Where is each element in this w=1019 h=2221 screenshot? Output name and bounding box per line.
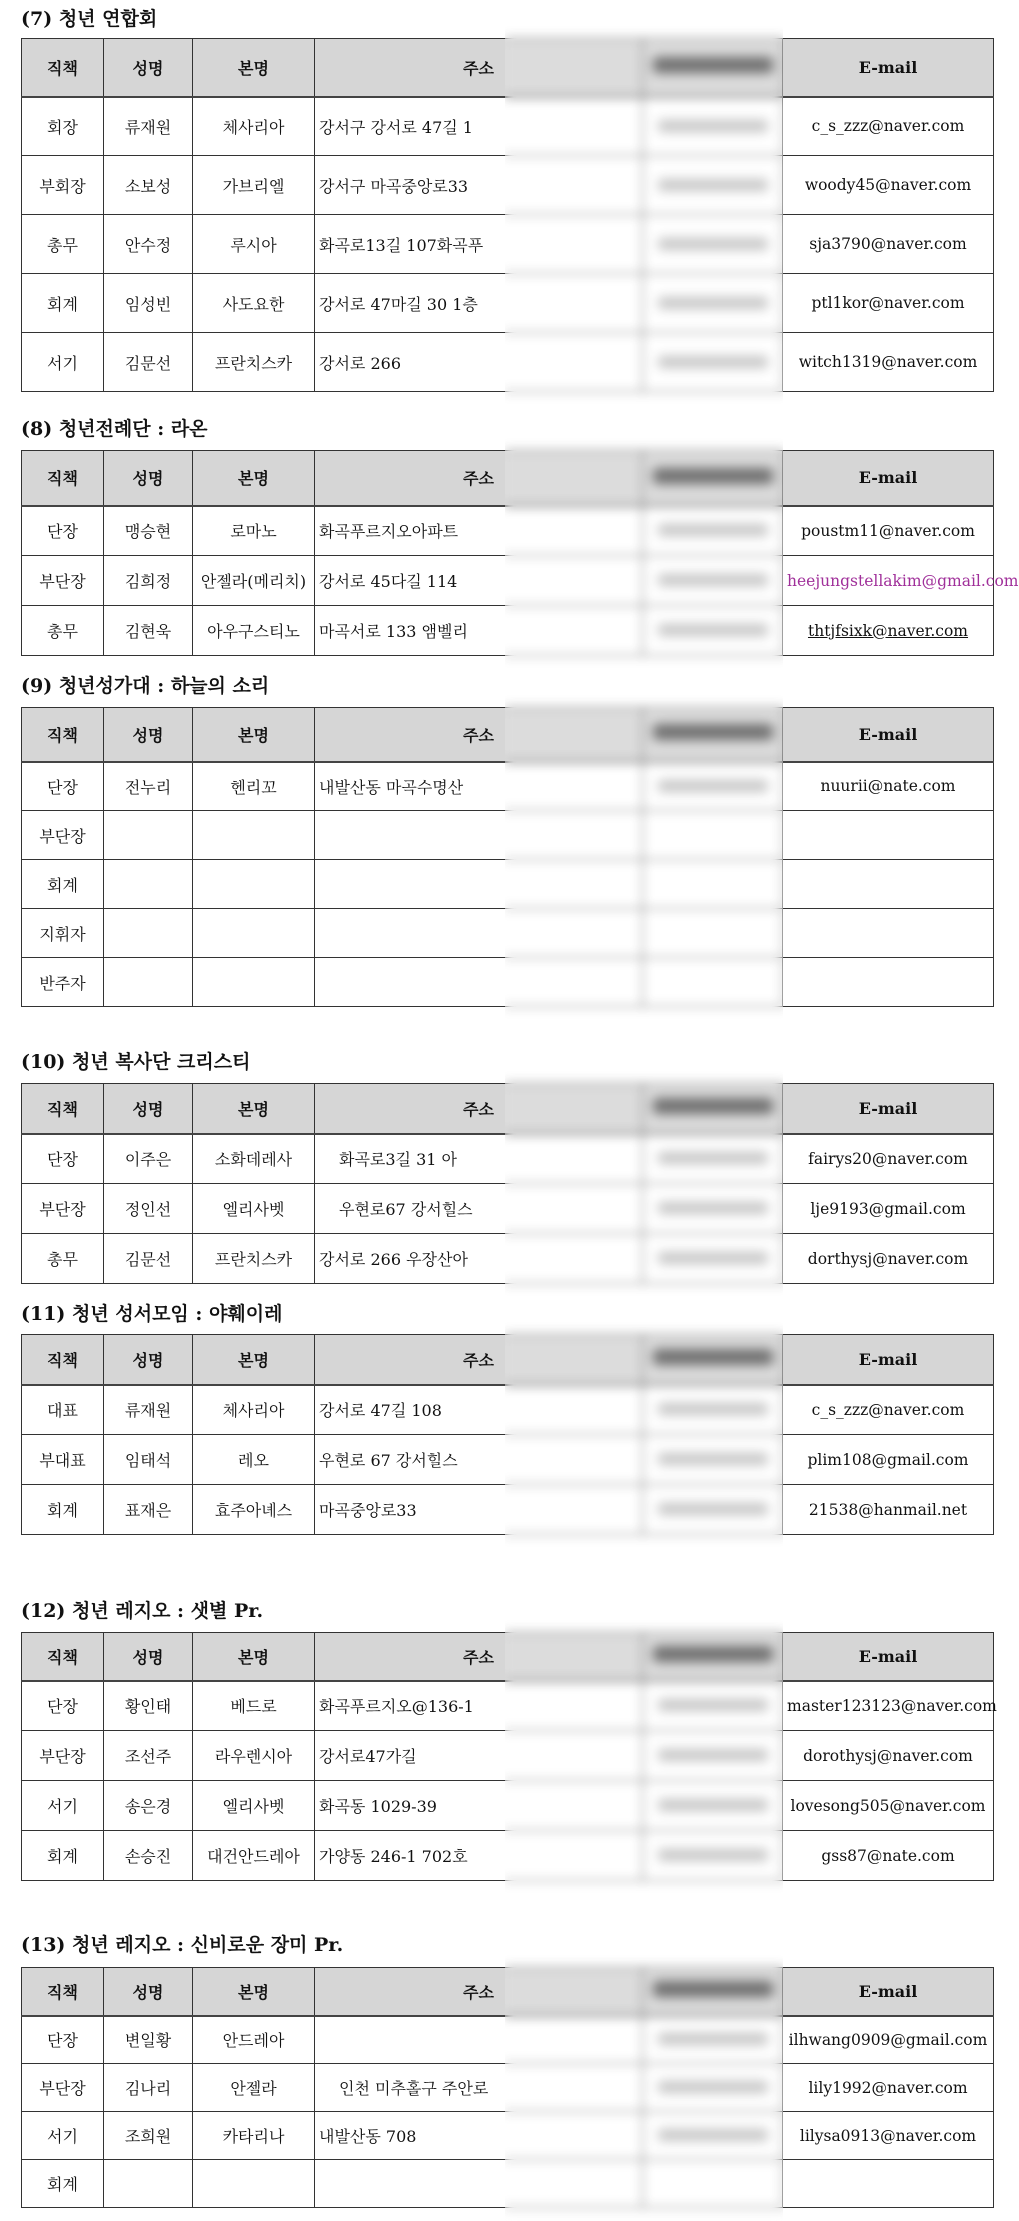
table-row xyxy=(22,1234,994,1284)
redacted-phone xyxy=(658,780,768,792)
address-cell: 강서구 마곡중앙로33 xyxy=(315,156,643,215)
address-cell: 강서로 47길 108 xyxy=(315,1385,643,1435)
redacted-phone xyxy=(658,179,768,191)
table-row xyxy=(22,2160,994,2208)
role-cell: 서기 xyxy=(22,1781,104,1831)
table-header-row xyxy=(22,1335,994,1385)
header-email: E-mail xyxy=(783,1968,994,2016)
address-cell: 가양동 246-1 702호 xyxy=(315,1831,643,1881)
table-header-row xyxy=(22,39,994,97)
redacted-phone xyxy=(658,1503,768,1515)
address-cell: 강서구 강서로 47길 1 xyxy=(315,97,643,156)
table-row xyxy=(22,1781,994,1831)
redacted-phone xyxy=(658,1252,768,1264)
baptismal-name-cell: 라우렌시아 xyxy=(193,1731,315,1781)
phone-cell-redacted xyxy=(643,215,783,274)
name-cell: 표재은 xyxy=(104,1485,193,1535)
role-cell: 총무 xyxy=(22,215,104,274)
baptismal-name-cell xyxy=(193,860,315,909)
table-row xyxy=(22,156,994,215)
phone-cell-redacted xyxy=(643,97,783,156)
name-cell: 전누리 xyxy=(104,762,193,811)
header-role: 직책 xyxy=(22,451,104,506)
header-baptismal: 본명 xyxy=(193,1968,315,2016)
header-baptismal: 본명 xyxy=(193,39,315,97)
header-phone-redacted xyxy=(643,1633,783,1681)
baptismal-name-cell: 아우구스티노 xyxy=(193,606,315,656)
redacted-phone-header xyxy=(653,1098,773,1114)
header-address: 주소 xyxy=(315,1968,643,2016)
email-cell[interactable]: heejungstellakim@gmail.com xyxy=(783,556,994,606)
name-cell: 김문선 xyxy=(104,1234,193,1284)
baptismal-name-cell: 체사리아 xyxy=(193,97,315,156)
redacted-phone-header xyxy=(653,57,773,73)
address-cell: 인천 미추홀구 주안로 xyxy=(315,2064,643,2112)
role-cell: 단장 xyxy=(22,1134,104,1184)
name-cell: 김희정 xyxy=(104,556,193,606)
address-cell: 화곡로3길 31 아 xyxy=(315,1134,643,1184)
name-cell: 안수정 xyxy=(104,215,193,274)
member-table xyxy=(21,1334,994,1535)
role-cell: 부단장 xyxy=(22,2064,104,2112)
baptismal-name-cell: 안젤라(메리치) xyxy=(193,556,315,606)
role-cell: 회계 xyxy=(22,1485,104,1535)
redacted-phone xyxy=(658,1749,768,1761)
phone-cell-redacted xyxy=(643,1234,783,1284)
header-role: 직책 xyxy=(22,1084,104,1134)
address-cell: 내발산동 마곡수명산 xyxy=(315,762,643,811)
address-cell: 내발산동 708 xyxy=(315,2112,643,2160)
table-row xyxy=(22,606,994,656)
phone-cell-redacted xyxy=(643,2016,783,2064)
email-cell[interactable]: lje9193@gmail.com xyxy=(783,1184,994,1234)
name-cell: 송은경 xyxy=(104,1781,193,1831)
role-cell: 대표 xyxy=(22,1385,104,1435)
redacted-phone-header xyxy=(653,1981,773,1997)
role-cell: 회계 xyxy=(22,1831,104,1881)
baptismal-name-cell: 카타리나 xyxy=(193,2112,315,2160)
baptismal-name-cell: 안젤라 xyxy=(193,2064,315,2112)
name-cell: 조선주 xyxy=(104,1731,193,1781)
section-title: (13) 청년 레지오 : 신비로운 장미 Pr. xyxy=(21,1934,344,1956)
email-cell[interactable]: thtjfsixk@naver.com xyxy=(783,606,994,656)
baptismal-name-cell xyxy=(193,811,315,860)
phone-cell-redacted xyxy=(643,556,783,606)
address-cell xyxy=(315,958,643,1007)
header-role: 직책 xyxy=(22,39,104,97)
address-cell: 화곡동 1029-39 xyxy=(315,1781,643,1831)
name-cell: 김나리 xyxy=(104,2064,193,2112)
phone-cell-redacted xyxy=(643,762,783,811)
header-phone-redacted xyxy=(643,708,783,762)
header-address: 주소 xyxy=(315,39,643,97)
name-cell xyxy=(104,909,193,958)
email-cell[interactable]: witch1319@naver.com xyxy=(783,333,994,392)
baptismal-name-cell: 헨리꼬 xyxy=(193,762,315,811)
redacted-phone xyxy=(658,624,768,636)
baptismal-name-cell xyxy=(193,909,315,958)
redacted-phone xyxy=(658,2129,768,2141)
name-cell: 임태석 xyxy=(104,1435,193,1485)
role-cell: 서기 xyxy=(22,2112,104,2160)
baptismal-name-cell: 프란치스카 xyxy=(193,1234,315,1284)
member-table xyxy=(21,450,1019,656)
role-cell: 부단장 xyxy=(22,811,104,860)
table-row xyxy=(22,1731,994,1781)
redacted-phone-header xyxy=(653,724,773,740)
address-cell xyxy=(315,909,643,958)
baptismal-name-cell: 대건안드레아 xyxy=(193,1831,315,1881)
phone-cell-redacted xyxy=(643,1681,783,1731)
email-cell[interactable]: dorothysj@naver.com xyxy=(783,1731,994,1781)
address-cell: 강서로 266 xyxy=(315,333,643,392)
section-title: (11) 청년 성서모임 : 야훼이레 xyxy=(21,1303,283,1325)
address-cell: 우현로 67 강서힐스 xyxy=(315,1435,643,1485)
member-table xyxy=(21,1083,994,1284)
phone-cell-redacted xyxy=(643,1385,783,1435)
redacted-phone-header xyxy=(653,1349,773,1365)
header-name: 성명 xyxy=(104,1084,193,1134)
baptismal-name-cell xyxy=(193,958,315,1007)
baptismal-name-cell: 루시아 xyxy=(193,215,315,274)
header-phone-redacted xyxy=(643,451,783,506)
name-cell: 소보성 xyxy=(104,156,193,215)
redacted-phone xyxy=(658,2081,768,2093)
redacted-phone xyxy=(658,1152,768,1164)
baptismal-name-cell: 베드로 xyxy=(193,1681,315,1731)
email-cell[interactable]: lily1992@naver.com xyxy=(783,2064,994,2112)
header-name: 성명 xyxy=(104,39,193,97)
role-cell: 회계 xyxy=(22,2160,104,2208)
table-row xyxy=(22,333,994,392)
header-address: 주소 xyxy=(315,1633,643,1681)
phone-cell-redacted xyxy=(643,506,783,556)
name-cell: 류재원 xyxy=(104,1385,193,1435)
email-cell[interactable]: lilysa0913@naver.com xyxy=(783,2112,994,2160)
phone-cell-redacted xyxy=(643,1485,783,1535)
phone-cell-redacted xyxy=(643,156,783,215)
address-cell xyxy=(315,811,643,860)
name-cell: 변일황 xyxy=(104,2016,193,2064)
redacted-phone xyxy=(658,1453,768,1465)
table-row xyxy=(22,2016,994,2064)
header-name: 성명 xyxy=(104,1968,193,2016)
phone-cell-redacted xyxy=(643,606,783,656)
baptismal-name-cell: 가브리엘 xyxy=(193,156,315,215)
table-row xyxy=(22,1681,994,1731)
redacted-phone xyxy=(658,1799,768,1811)
baptismal-name-cell: 사도요한 xyxy=(193,274,315,333)
baptismal-name-cell: 효주아녜스 xyxy=(193,1485,315,1535)
redacted-phone xyxy=(658,1849,768,1861)
header-email: E-mail xyxy=(783,451,994,506)
phone-cell-redacted xyxy=(643,1781,783,1831)
redacted-phone xyxy=(658,1202,768,1214)
header-email: E-mail xyxy=(783,39,994,97)
email-cell[interactable]: c_s_zzz@naver.com xyxy=(783,1385,994,1435)
header-phone-redacted xyxy=(643,39,783,97)
table-row xyxy=(22,860,994,909)
member-table xyxy=(21,38,994,392)
header-email: E-mail xyxy=(783,708,994,762)
role-cell: 부단장 xyxy=(22,1184,104,1234)
table-header-row xyxy=(22,451,994,506)
address-cell xyxy=(315,860,643,909)
address-cell: 강서로 47마길 30 1층 xyxy=(315,274,643,333)
email-cell xyxy=(783,811,994,860)
table-row xyxy=(22,2064,994,2112)
redacted-phone xyxy=(658,2033,768,2045)
phone-cell-redacted xyxy=(643,2160,783,2208)
phone-cell-redacted xyxy=(643,909,783,958)
name-cell: 맹승현 xyxy=(104,506,193,556)
role-cell: 부대표 xyxy=(22,1435,104,1485)
address-cell xyxy=(315,2016,643,2064)
header-baptismal: 본명 xyxy=(193,1335,315,1385)
role-cell: 부단장 xyxy=(22,556,104,606)
header-baptismal: 본명 xyxy=(193,1084,315,1134)
email-cell[interactable]: ptl1kor@naver.com xyxy=(783,274,994,333)
redacted-phone-header xyxy=(653,1646,773,1662)
table-row xyxy=(22,97,994,156)
baptismal-name-cell xyxy=(193,2160,315,2208)
role-cell: 지휘자 xyxy=(22,909,104,958)
phone-cell-redacted xyxy=(643,274,783,333)
header-address: 주소 xyxy=(315,1335,643,1385)
table-row xyxy=(22,1184,994,1234)
section-title: (10) 청년 복사단 크리스티 xyxy=(21,1051,251,1073)
email-cell xyxy=(783,909,994,958)
email-cell[interactable]: sja3790@naver.com xyxy=(783,215,994,274)
name-cell xyxy=(104,958,193,1007)
redacted-phone xyxy=(658,574,768,586)
name-cell: 김현욱 xyxy=(104,606,193,656)
table-row xyxy=(22,1385,994,1435)
email-cell[interactable]: 21538@hanmail.net xyxy=(783,1485,994,1535)
email-cell[interactable]: poustm11@naver.com xyxy=(783,506,994,556)
table-row xyxy=(22,556,994,606)
role-cell: 반주자 xyxy=(22,958,104,1007)
table-row xyxy=(22,215,994,274)
redacted-phone xyxy=(658,1403,768,1415)
name-cell: 류재원 xyxy=(104,97,193,156)
phone-cell-redacted xyxy=(643,1831,783,1881)
baptismal-name-cell: 체사리아 xyxy=(193,1385,315,1435)
header-name: 성명 xyxy=(104,1633,193,1681)
table-row xyxy=(22,762,994,811)
email-cell xyxy=(783,2160,994,2208)
phone-cell-redacted xyxy=(643,958,783,1007)
name-cell: 이주은 xyxy=(104,1134,193,1184)
redacted-phone xyxy=(658,297,768,309)
address-cell: 화곡푸르지오아파트 xyxy=(315,506,643,556)
table-row xyxy=(22,506,994,556)
member-table xyxy=(21,1632,997,1881)
table-header-row xyxy=(22,1968,994,2016)
baptismal-name-cell: 로마노 xyxy=(193,506,315,556)
section-title: (7) 청년 연합회 xyxy=(21,8,158,30)
header-baptismal: 본명 xyxy=(193,1633,315,1681)
email-cell[interactable]: dorthysj@naver.com xyxy=(783,1234,994,1284)
table-row xyxy=(22,958,994,1007)
header-baptismal: 본명 xyxy=(193,451,315,506)
table-row xyxy=(22,274,994,333)
name-cell: 김문선 xyxy=(104,333,193,392)
header-role: 직책 xyxy=(22,708,104,762)
header-role: 직책 xyxy=(22,1335,104,1385)
role-cell: 단장 xyxy=(22,2016,104,2064)
phone-cell-redacted xyxy=(643,1435,783,1485)
member-table xyxy=(21,1967,994,2208)
address-cell: 강서로47가길 xyxy=(315,1731,643,1781)
header-phone-redacted xyxy=(643,1084,783,1134)
role-cell: 회계 xyxy=(22,860,104,909)
table-header-row xyxy=(22,1633,994,1681)
header-email: E-mail xyxy=(783,1633,994,1681)
role-cell: 단장 xyxy=(22,762,104,811)
header-name: 성명 xyxy=(104,1335,193,1385)
role-cell: 총무 xyxy=(22,606,104,656)
phone-cell-redacted xyxy=(643,2112,783,2160)
header-address: 주소 xyxy=(315,708,643,762)
address-cell: 화곡푸르지오@136-1 xyxy=(315,1681,643,1731)
baptismal-name-cell: 엘리사벳 xyxy=(193,1781,315,1831)
table-row xyxy=(22,909,994,958)
header-baptismal: 본명 xyxy=(193,708,315,762)
name-cell: 임성빈 xyxy=(104,274,193,333)
email-cell xyxy=(783,958,994,1007)
phone-cell-redacted xyxy=(643,811,783,860)
table-row xyxy=(22,1435,994,1485)
phone-cell-redacted xyxy=(643,1731,783,1781)
header-email: E-mail xyxy=(783,1084,994,1134)
email-cell[interactable]: nuurii@nate.com xyxy=(783,762,994,811)
name-cell: 손승진 xyxy=(104,1831,193,1881)
header-phone-redacted xyxy=(643,1968,783,2016)
phone-cell-redacted xyxy=(643,1184,783,1234)
role-cell: 회계 xyxy=(22,274,104,333)
header-role: 직책 xyxy=(22,1968,104,2016)
table-row xyxy=(22,2112,994,2160)
phone-cell-redacted xyxy=(643,333,783,392)
baptismal-name-cell: 레오 xyxy=(193,1435,315,1485)
address-cell: 강서로 266 우장산아 xyxy=(315,1234,643,1284)
member-table xyxy=(21,707,994,1007)
email-cell[interactable]: ilhwang0909@gmail.com xyxy=(783,2016,994,2064)
header-name: 성명 xyxy=(104,451,193,506)
table-row xyxy=(22,1485,994,1535)
email-cell[interactable]: c_s_zzz@naver.com xyxy=(783,97,994,156)
redacted-phone xyxy=(658,356,768,368)
table-row xyxy=(22,1831,994,1881)
address-cell xyxy=(315,2160,643,2208)
email-cell[interactable]: fairys20@naver.com xyxy=(783,1134,994,1184)
table-header-row xyxy=(22,1084,994,1134)
header-email: E-mail xyxy=(783,1335,994,1385)
header-address: 주소 xyxy=(315,1084,643,1134)
header-role: 직책 xyxy=(22,1633,104,1681)
table-row xyxy=(22,811,994,860)
table-row xyxy=(22,1134,994,1184)
role-cell: 단장 xyxy=(22,506,104,556)
section-title: (9) 청년성가대 : 하늘의 소리 xyxy=(21,675,270,697)
name-cell xyxy=(104,811,193,860)
section-title: (12) 청년 레지오 : 샛별 Pr. xyxy=(21,1600,264,1622)
baptismal-name-cell: 프란치스카 xyxy=(193,333,315,392)
email-cell[interactable]: lovesong505@naver.com xyxy=(783,1781,994,1831)
redacted-phone xyxy=(658,1699,768,1711)
email-cell xyxy=(783,860,994,909)
baptismal-name-cell: 안드레아 xyxy=(193,2016,315,2064)
baptismal-name-cell: 소화데레사 xyxy=(193,1134,315,1184)
phone-cell-redacted xyxy=(643,2064,783,2112)
name-cell xyxy=(104,2160,193,2208)
header-phone-redacted xyxy=(643,1335,783,1385)
redacted-phone xyxy=(658,238,768,250)
role-cell: 부단장 xyxy=(22,1731,104,1781)
address-cell: 강서로 45다길 114 xyxy=(315,556,643,606)
phone-cell-redacted xyxy=(643,860,783,909)
role-cell: 회장 xyxy=(22,97,104,156)
phone-cell-redacted xyxy=(643,1134,783,1184)
role-cell: 부회장 xyxy=(22,156,104,215)
email-cell[interactable]: gss87@nate.com xyxy=(783,1831,994,1881)
table-header-row xyxy=(22,708,994,762)
name-cell xyxy=(104,860,193,909)
email-cell[interactable]: woody45@naver.com xyxy=(783,156,994,215)
header-name: 성명 xyxy=(104,708,193,762)
name-cell: 정인선 xyxy=(104,1184,193,1234)
role-cell: 단장 xyxy=(22,1681,104,1731)
section-title: (8) 청년전례단 : 라온 xyxy=(21,418,208,440)
redacted-phone xyxy=(658,120,768,132)
address-cell: 마곡중앙로33 xyxy=(315,1485,643,1535)
header-address: 주소 xyxy=(315,451,643,506)
baptismal-name-cell: 엘리사벳 xyxy=(193,1184,315,1234)
redacted-phone-header xyxy=(653,468,773,484)
redacted-phone xyxy=(658,524,768,536)
role-cell: 총무 xyxy=(22,1234,104,1284)
address-cell: 마곡서로 133 앰벨리 xyxy=(315,606,643,656)
role-cell: 서기 xyxy=(22,333,104,392)
email-cell[interactable]: plim108@gmail.com xyxy=(783,1435,994,1485)
address-cell: 우현로67 강서힐스 xyxy=(315,1184,643,1234)
name-cell: 조희원 xyxy=(104,2112,193,2160)
address-cell: 화곡로13길 107화곡푸 xyxy=(315,215,643,274)
email-cell[interactable]: master123123@naver.com xyxy=(783,1681,994,1731)
name-cell: 황인태 xyxy=(104,1681,193,1731)
